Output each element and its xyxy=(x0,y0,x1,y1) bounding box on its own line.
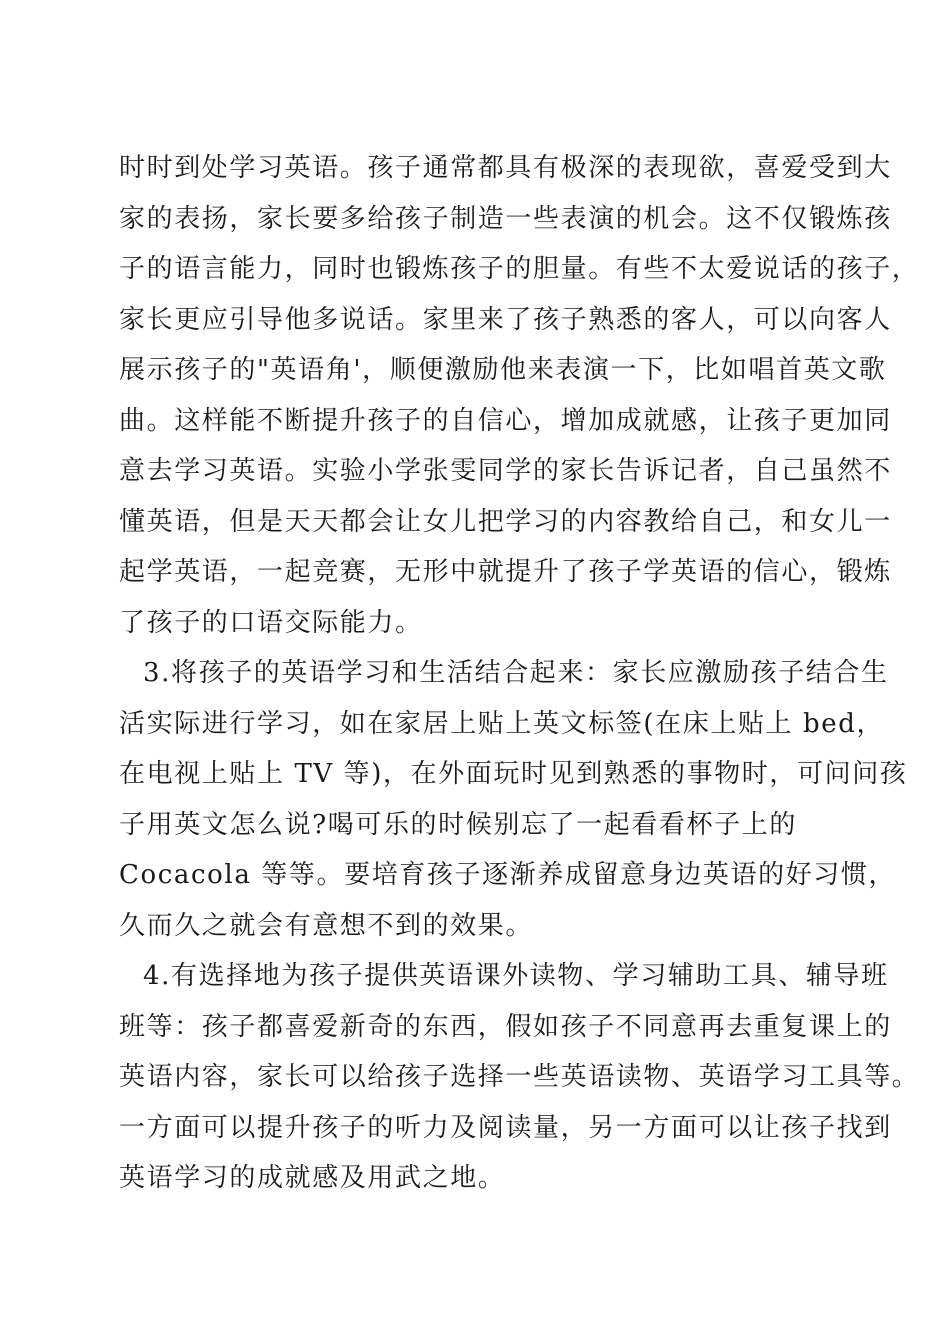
text-line: 子用英文怎么说?喝可乐的时候别忘了一起看看杯子上的 xyxy=(119,809,797,840)
paragraph-point-3 xyxy=(119,648,907,951)
text-line: 意去学习英语。实验小学张雯同学的家长告诉记者，自己虽然不 xyxy=(119,456,892,486)
text-line: 时时到处学习英语。孩子通常都具有极深的表现欲，喜爱受到大 xyxy=(119,153,892,183)
text-line: 活实际进行学习，如在家居上贴上英文标签(在床上贴上 bed， xyxy=(119,708,885,739)
text-line: 起学英语，一起竞赛，无形中就提升了孩子学英语的信心，锻炼 xyxy=(119,557,892,587)
text-line: 一方面可以提升孩子的听力及阅读量，另一方面可以让孩子找到 xyxy=(119,1112,892,1143)
text-line: 家的表扬，家长要多给孩子制造一些表演的机会。这不仅锻炼孩 xyxy=(119,203,892,234)
text-line: 久而久之就会有意想不到的效果。 xyxy=(119,910,534,941)
text-line: 曲。这样能不断提升孩子的自信心，增加成就感，让孩子更加同 xyxy=(119,405,892,436)
text-line: 子的语言能力，同时也锻炼孩子的胆量。有些不太爱说话的孩子， xyxy=(119,254,920,284)
text-line: 了孩子的口语交际能力。 xyxy=(119,607,423,638)
text-line: 家长更应引导他多说话。家里来了孩子熟悉的客人，可以向客人 xyxy=(119,304,892,335)
text-line: 英语学习的成就感及用武之地。 xyxy=(119,1163,506,1193)
text-line: 懂英语，但是天天都会让女儿把学习的内容教给自己，和女儿一 xyxy=(119,506,892,537)
paragraph-heading-line: 4.有选择地为孩子提供英语课外读物、学习辅助工具、辅导班 xyxy=(143,961,889,991)
text-line: 展示孩子的"英语角'，顺便激励他来表演一下，比如唱首英文歌 xyxy=(119,355,887,385)
text-line: Cocacola 等等。要培育孩子逐渐养成留意身边英语的好习惯， xyxy=(119,860,897,890)
paragraph-point-4 xyxy=(119,951,919,1204)
text-line: 班等：孩子都喜爱新奇的东西，假如孩子不同意再去重复课上的 xyxy=(119,1011,892,1042)
paragraph-heading-line: 3.将孩子的英语学习和生活结合起来：家长应激励孩子结合生 xyxy=(143,658,889,688)
text-line: 英语内容，家长可以给孩子选择一些英语读物、英语学习工具等。 xyxy=(119,1062,920,1092)
text-line: 在电视上贴上 TV 等)，在外面玩时见到熟悉的事物时，可问问孩 xyxy=(119,759,908,789)
paragraph-english-practice xyxy=(119,143,919,648)
